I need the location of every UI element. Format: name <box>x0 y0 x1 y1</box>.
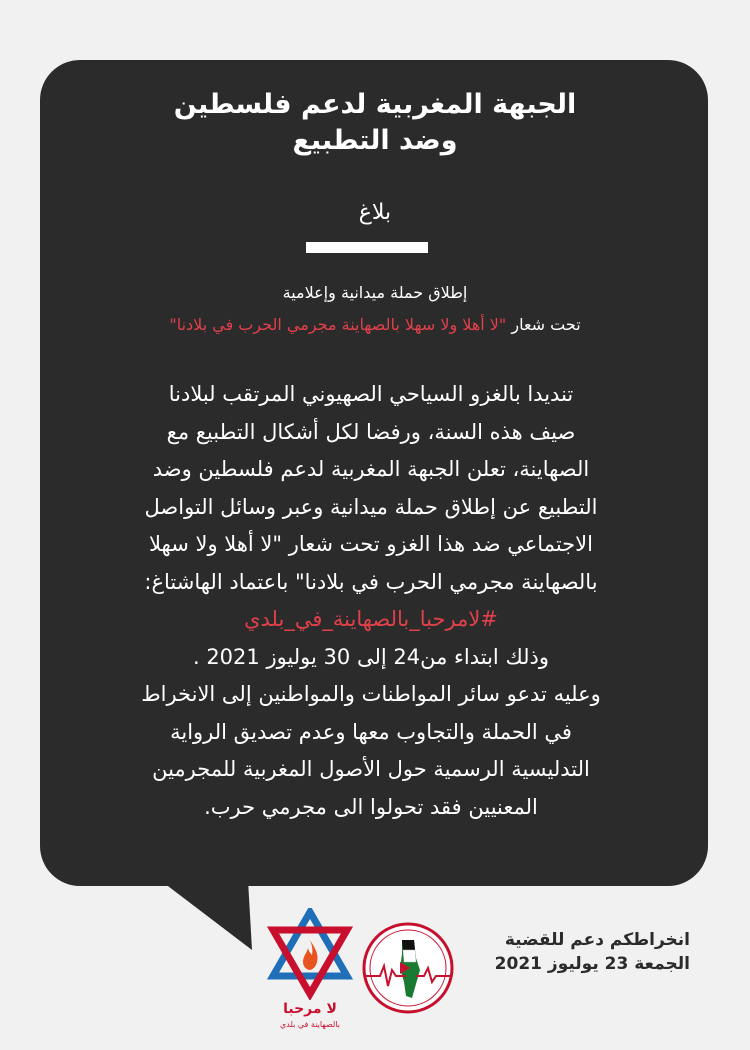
body-line: صيف هذه السنة، ورفضا لكل أشكال التطبيع مع <box>166 419 576 444</box>
footer-slogan: انخراطكم دعم للقضية <box>504 930 690 950</box>
body-line: التدليسية الرسمية حول الأصول المغربية للمجرمين <box>152 757 590 781</box>
page-title-line1: الجبهة المغربية لدعم فلسطين <box>173 89 577 120</box>
body-line: بالصهاينة مجرمي الحرب في بلادنا" باعتماد الهاشتاغ: <box>144 569 598 594</box>
footer-text <box>440 928 690 976</box>
body-line: وذلك ابتداء من24 إلى 30 يوليوز 2021 . <box>192 644 550 669</box>
star-caption-sub: بالصهاينة في بلدي <box>279 1020 340 1029</box>
campaign-hashtag: #لامرحبا_بالصهاينة_في_بلدي <box>244 607 498 631</box>
front-logo <box>358 918 458 1018</box>
front-logo-emblem-icon <box>358 918 458 1018</box>
footer-date: الجمعة 23 يوليوز 2021 <box>494 954 690 974</box>
campaign-logo <box>267 908 353 1038</box>
statement-body <box>66 376 676 826</box>
body-line: الصهاينة، تعلن الجبهة المغربية لدعم فلسطين وضد <box>152 457 590 481</box>
notice-label: بلاغ <box>358 200 392 225</box>
star-caption-main: لا مرحبا <box>283 1001 337 1017</box>
body-line: المعنيين فقد تحولوا الى مجرمي حرب. <box>204 794 538 819</box>
body-line: الاجتماعي ضد هذا الغزو تحت شعار "لا أهلا ولا سهلا <box>149 532 593 556</box>
title-divider <box>306 242 428 253</box>
slogan-text: "لا أهلا ولا سهلا بالصهاينة مجرمي الحرب في بلادنا" <box>169 315 507 334</box>
body-line: في الحملة والتجاوب معها وعدم تصديق الرواية <box>170 719 572 744</box>
star-of-david-icon <box>267 908 353 1000</box>
body-line: التطبيع عن إطلاق حملة ميدانية وعبر وسائل التواصل <box>144 494 598 519</box>
body-line: تنديدا بالغزو السياحي الصهيوني المرتقب لبلادنا <box>168 382 574 406</box>
campaign-slogan-line <box>70 313 680 337</box>
page-title-line2: وضد التطبيع <box>292 125 458 156</box>
body-line: وعليه تدعو سائر المواطنات والمواطنين إلى الانخراط <box>141 682 601 706</box>
campaign-subtitle: إطلاق حملة ميدانية وإعلامية <box>282 283 468 302</box>
slogan-prefix: تحت شعار <box>506 315 581 334</box>
